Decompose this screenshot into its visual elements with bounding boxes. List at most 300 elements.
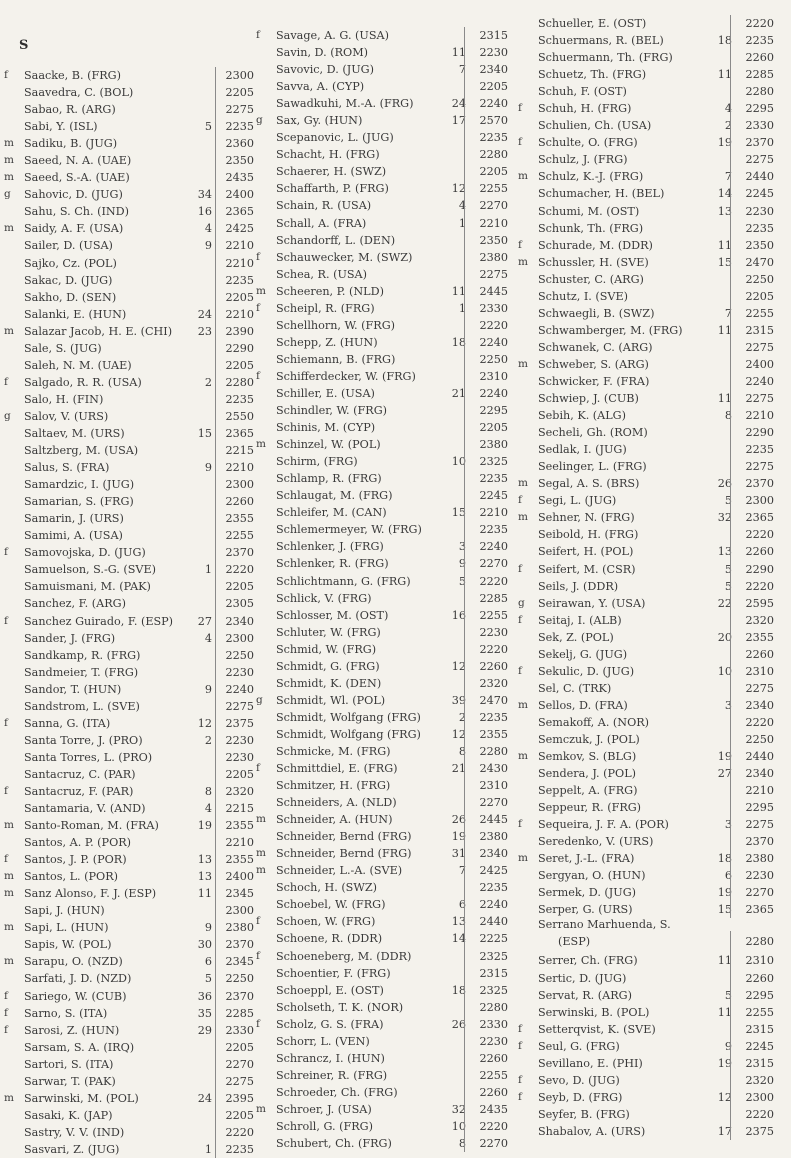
rating-value: 2280 [464,743,508,760]
player-entry [518,305,774,322]
rating-value: 2295 [730,100,774,117]
player-entry [256,402,508,419]
rating-value: 2230 [464,1033,508,1050]
rating-value: 2395 [215,1090,254,1107]
player-entry [518,816,774,833]
rating-value: 2340 [730,765,774,782]
player-entry [518,884,774,901]
player-entry [518,1089,774,1106]
title-mark: m [4,222,14,235]
player-name: Sawadkuhi, M.-A. (FRG) [276,97,414,111]
player-name: Seelinger, L. (FRG) [538,460,647,474]
player-entry [518,987,774,1004]
player-name: Schluter, W. (FRG) [276,625,381,639]
games-count: 8 [724,409,732,423]
games-count: 12 [451,727,466,741]
player-name: Savovic, D. (JUG) [276,63,374,77]
player-entry [4,613,254,630]
rating-value: 2205 [730,288,774,305]
player-name: Seul, G. (FRG) [538,1039,620,1053]
player-name: Sarwinski, M. (POL) [24,1091,139,1105]
games-count: 26 [451,1017,466,1031]
rating-value: 2550 [215,408,254,425]
games-count: 10 [717,664,732,678]
games-count: 3 [724,818,732,832]
player-name: Schain, R. (USA) [276,199,372,213]
rating-value: 2290 [730,424,774,441]
player-name: Samarin, J. (URS) [24,512,124,526]
rating-value: 2300 [730,492,774,509]
player-entry [518,918,774,931]
rating-value: 2220 [464,641,508,658]
title-mark: f [256,762,260,775]
rating-value: 2425 [464,862,508,879]
player-name: Samuismani, M. (PAK) [24,580,151,594]
rating-value: 2340 [215,613,254,630]
player-name: Semakoff, A. (NOR) [538,715,650,729]
rating-value: 2315 [730,322,774,339]
player-entry [4,715,254,732]
player-entry [4,493,254,510]
player-name: Schoebel, W. (FRG) [276,898,386,912]
rating-value: 2235 [464,879,508,896]
player-name: Schoeppl, E. (OST) [276,983,384,997]
player-name: Schlick, V. (FRG) [276,591,372,605]
rating-value: 2220 [730,714,774,731]
player-entry [518,49,774,66]
title-mark: m [4,171,14,184]
games-count: 19 [451,830,466,844]
title-mark: g [4,409,11,422]
player-entry [518,151,774,168]
games-count: 9 [204,682,212,696]
rating-value: 2400 [215,868,254,885]
player-name: Sermek, D. (JUG) [538,886,637,900]
games-count: 4 [204,802,212,816]
player-name: Seifert, H. (POL) [538,545,634,559]
title-mark: m [518,170,528,183]
title-mark: f [4,614,8,627]
player-entry [518,322,774,339]
player-entry [4,902,254,919]
player-entry [518,952,774,969]
player-name: Schulz, J. (FRG) [538,153,628,167]
rating-value: 2270 [464,1135,508,1152]
rating-value: 2380 [730,850,774,867]
player-entry [518,509,774,526]
player-name: Sellos, D. (FRA) [538,698,628,712]
player-entry [518,765,774,782]
rating-value: 2285 [215,1005,254,1022]
rating-value: 2205 [215,84,254,101]
rating-value: 2315 [730,1055,774,1072]
rating-value: 2225 [464,930,508,947]
title-mark: m [256,813,266,826]
rating-value: 2230 [215,749,254,766]
rating-value: 2205 [464,419,508,436]
player-entry [4,868,254,885]
rating-value: 2275 [730,816,774,833]
player-name: Salo, H. (FIN) [24,392,104,406]
rating-value: 2440 [730,748,774,765]
player-entry [4,255,254,272]
player-entry [4,834,254,851]
player-entry [4,1107,254,1124]
games-count: 9 [204,461,212,475]
games-count: 35 [197,1006,212,1020]
title-mark: f [518,1022,522,1035]
player-entry [256,709,508,726]
player-name: Sax, Gy. (HUN) [276,114,363,128]
player-name: Salgado, R. R. (USA) [24,375,142,389]
games-count: 17 [717,1124,732,1138]
rating-value: 2375 [730,1123,774,1140]
rating-value: 2260 [730,49,774,66]
rating-value: 2240 [215,681,254,698]
games-count: 1 [204,1142,212,1156]
rating-value: 2310 [464,777,508,794]
title-mark: g [256,693,263,706]
player-entry [518,100,774,117]
player-name: Schuster, C. (ARG) [538,272,644,286]
player-entry [4,1090,254,1107]
rating-value: 2245 [730,185,774,202]
games-count: 5 [204,120,212,134]
player-name: Serwinski, B. (POL) [538,1005,650,1019]
games-count: 6 [724,869,732,883]
player-entry [518,561,774,578]
player-entry [256,743,508,760]
player-name: Shabalov, A. (URS) [538,1124,646,1138]
games-count: 13 [717,204,732,218]
player-name: Sarfati, J. D. (NZD) [24,972,132,986]
player-name: Sehner, N. (FRG) [538,511,635,525]
games-count: 9 [204,921,212,935]
player-entry [256,726,508,743]
rating-value: 2285 [730,66,774,83]
player-name: Schwiep, J. (CUB) [538,392,639,406]
games-count: 2 [204,733,212,747]
player-entry [518,1021,774,1038]
rating-value: 2280 [464,146,508,163]
games-count: 11 [451,284,466,298]
title-mark: f [256,949,260,962]
player-name: Sabi, Y. (ISL) [24,120,98,134]
rating-value: 2235 [464,470,508,487]
title-mark: f [256,29,260,41]
games-count: 19 [717,750,732,764]
player-name: Schmidt, G. (FRG) [276,659,380,673]
title-mark: f [4,716,8,729]
rating-value: 2220 [730,526,774,543]
player-name: Schea, R. (USA) [276,267,367,281]
rating-value: 2295 [464,402,508,419]
games-count: 31 [451,847,466,861]
player-name: Sek, Z. (POL) [538,630,614,644]
player-name: Samovojska, D. (JUG) [24,546,146,560]
player-name: Sevo, D. (JUG) [538,1073,620,1087]
games-count: 14 [451,932,466,946]
games-count: 13 [451,915,466,929]
title-mark: f [518,664,522,677]
rating-value: 2300 [215,67,254,84]
player-entry [518,288,774,305]
title-mark: g [518,596,525,609]
rating-value: 2435 [464,1101,508,1118]
player-entry [256,1135,508,1152]
player-name: Scheeren, P. (NLD) [276,284,384,298]
player-name: Sekelj, G. (JUG) [538,647,628,661]
section-letter: S [19,38,29,53]
player-name: Schlosser, M. (OST) [276,608,389,622]
title-mark: f [256,1017,260,1030]
rating-value: 2210 [730,407,774,424]
games-count: 24 [197,1091,212,1105]
player-name: Schinis, M. (CYP) [276,421,376,435]
player-entry [256,896,508,913]
player-name: Schlamp, R. (FRG) [276,472,382,486]
player-entry [518,714,774,731]
player-entry [4,1039,254,1056]
player-name: Sequeira, J. F. A. (POR) [538,818,669,832]
player-name: Santacruz, C. (PAR) [24,767,136,781]
player-entry [4,67,254,84]
games-count: 32 [451,1102,466,1116]
player-entry [4,425,254,442]
player-name: Schulte, O. (FRG) [538,136,638,150]
games-count: 4 [204,631,212,645]
player-name: Sergyan, O. (HUN) [538,869,646,883]
rating-value: 2300 [730,1089,774,1106]
rating-value: 2205 [215,1039,254,1056]
player-entry [518,83,774,100]
player-entry [256,419,508,436]
player-entry [256,27,508,44]
player-entry [256,1033,508,1050]
rating-value: 2230 [215,732,254,749]
player-entry [518,441,774,458]
player-entry [518,646,774,663]
player-name: Santos, A. P. (POR) [24,836,132,850]
player-name: Seibold, H. (FRG) [538,528,639,542]
games-count: 13 [197,853,212,867]
rating-value: 2255 [464,180,508,197]
player-name: Sadiku, B. (JUG) [24,137,118,151]
player-name: Seirawan, Y. (USA) [538,596,646,610]
player-entry [518,901,774,918]
title-mark: m [4,955,14,968]
rating-value: 2290 [215,340,254,357]
rating-value: 2315 [730,1021,774,1038]
player-entry [4,408,254,425]
player-entry [256,1101,508,1118]
player-name: Saltzberg, M. (USA) [24,444,139,458]
player-name: Schumacher, H. (BEL) [538,187,665,201]
player-entry [256,965,508,982]
player-name: Schlenker, R. (FRG) [276,557,389,571]
player-entry [256,845,508,862]
player-entry [256,129,508,146]
rating-value: 2380 [215,919,254,936]
player-name: Schwaegli, B. (SWZ) [538,306,655,320]
player-name: Schneider, Bernd (FRG) [276,847,412,861]
rating-value: 2220 [464,1118,508,1135]
rating-value: 2220 [730,1106,774,1123]
player-name: Samardzic, I. (JUG) [24,478,135,492]
rating-value: 2250 [215,970,254,987]
player-name: Savage, A. G. (USA) [276,29,389,42]
player-entry [256,658,508,675]
title-mark: f [4,989,8,1002]
player-name: Schumi, M. (OST) [538,204,640,218]
games-count: 14 [717,187,732,201]
title-mark: m [4,137,14,150]
player-name: Schall, A. (FRA) [276,216,367,230]
title-mark: f [518,136,522,149]
rating-value: 2400 [215,186,254,203]
games-count: 12 [451,182,466,196]
games-count: 18 [717,34,732,48]
player-entry [4,459,254,476]
player-entry [256,78,508,95]
player-entry [256,317,508,334]
rating-value: 2295 [730,799,774,816]
player-name: Schmidt, Wolfgang (FRG) [276,710,421,724]
rating-value: 2365 [730,509,774,526]
rating-value: 2370 [730,134,774,151]
rating-value: 2255 [464,607,508,624]
player-name: Sebih, K. (ALG) [538,409,626,423]
player-entry [518,697,774,714]
rating-value: 2350 [464,232,508,249]
player-entry [518,629,774,646]
title-mark: m [256,284,266,297]
games-count: 18 [451,983,466,997]
player-name: Schleifer, M. (CAN) [276,506,387,520]
games-count: 3 [458,540,466,554]
games-count: 11 [717,954,732,968]
rating-value: 2355 [215,510,254,527]
player-entry [256,1084,508,1101]
player-name: Schandorff, L. (DEN) [276,233,396,247]
player-entry [256,879,508,896]
player-entry [518,134,774,151]
games-count: 20 [717,630,732,644]
rating-value: 2220 [730,578,774,595]
player-name: Serper, G. (URS) [538,903,633,917]
player-name: Schuh, F. (OST) [538,85,627,99]
player-entry [256,930,508,947]
player-name: Schueller, E. (OST) [538,17,647,30]
rating-value: 2270 [464,197,508,214]
player-name: Sailer, D. (USA) [24,239,113,253]
games-count: 22 [717,596,732,610]
player-name: Schuermann, Th. (FRG) [538,51,673,65]
rating-value: 2310 [464,368,508,385]
title-mark: f [256,301,260,314]
player-entry [518,220,774,237]
rating-value: 2315 [464,27,508,44]
games-count: 10 [451,1120,466,1133]
player-name: Secheli, Gh. (ROM) [538,426,648,440]
player-entry [256,794,508,811]
rating-value: 2345 [215,885,254,902]
player-entry [256,641,508,658]
player-name: Saeed, S.-A. (UAE) [24,171,130,185]
player-entry [256,948,508,965]
title-mark: m [518,852,528,865]
player-name: Samarian, S. (FRG) [24,495,134,509]
player-name: Schulz, K.-J. (FRG) [538,170,644,184]
games-count: 5 [724,579,732,593]
rating-value: 2235 [730,220,774,237]
player-name: Saacke, B. (FRG) [24,69,121,82]
rating-value: 2205 [464,163,508,180]
player-name: Schellhorn, W. (FRG) [276,318,396,332]
player-name: Seyb, D. (FRG) [538,1090,623,1104]
player-name: Sapi, J. (HUN) [24,904,105,918]
games-count: 2 [724,119,732,133]
rating-value: 2370 [730,475,774,492]
player-name: Schinzel, W. (POL) [276,438,381,452]
rating-value: 2220 [730,15,774,32]
games-count: 4 [458,199,466,213]
player-entry [256,692,508,709]
games-count: 24 [451,97,466,111]
player-entry [4,800,254,817]
player-entry [4,289,254,306]
player-entry [4,323,254,340]
rating-value: 2240 [464,95,508,112]
rating-value: 2230 [730,867,774,884]
player-entry [256,1118,508,1135]
rating-value: 2340 [464,61,508,78]
player-entry [4,953,254,970]
player-name: Schoch, H. (SWZ) [276,881,377,895]
rating-value: 2220 [215,561,254,578]
player-entry [256,163,508,180]
rating-value: 2355 [464,726,508,743]
player-name: Sajko, Cz. (POL) [24,256,117,270]
player-entry [518,390,774,407]
title-mark: f [518,494,522,507]
player-entry [256,470,508,487]
player-name: Schuermans, R. (BEL) [538,34,664,48]
player-name: Sahu, S. Ch. (IND) [24,205,130,219]
player-entry [4,919,254,936]
rating-value: 2350 [730,237,774,254]
player-entry [4,391,254,408]
rating-value: 2365 [215,203,254,220]
player-entry [518,1072,774,1089]
player-name: Schlaugat, M. (FRG) [276,489,393,503]
title-mark: f [4,546,8,559]
player-entry [4,135,254,152]
title-mark: f [4,375,8,388]
games-count: 7 [724,170,732,184]
rating-value: 2440 [464,913,508,930]
rating-value: 2210 [215,459,254,476]
player-name: Salazar Jacob, H. E. (CHI) [24,324,173,338]
player-name: Schwanek, C. (ARG) [538,340,653,354]
rating-value: 2215 [215,800,254,817]
player-name: Santamaria, V. (AND) [24,802,146,816]
player-name: Sastry, V. V. (IND) [24,1125,125,1139]
player-entry [518,782,774,799]
player-name: Servat, R. (ARG) [538,988,632,1002]
player-name: Schmitzer, H. (FRG) [276,779,391,793]
rating-value: 2240 [464,896,508,913]
